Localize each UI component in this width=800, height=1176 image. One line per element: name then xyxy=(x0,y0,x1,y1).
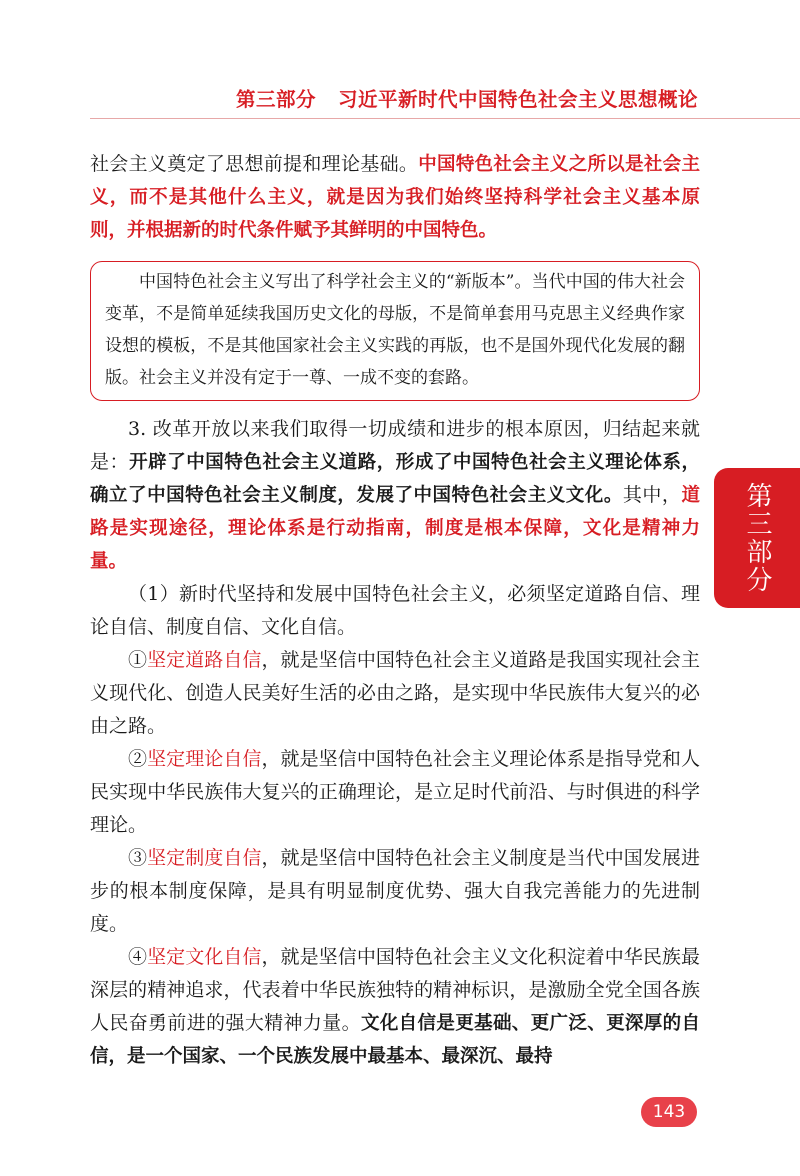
running-header xyxy=(90,84,698,112)
item-number: ④ xyxy=(128,946,148,968)
section-3-bold: 开辟了中国特色社会主义道路，形成了中国特色社会主义理论体系，确立了中国特色社会主义制度，发展了中国特色社会主义文化。 xyxy=(90,452,700,506)
item-text: ，就是坚信中国特色社会主义制度是当代中国发展进步的根本制度保障，是具有明显制度优势、强大自我完善能力的先进制度。 xyxy=(90,847,700,935)
header-rule xyxy=(90,118,800,119)
section-3-intro: 3. 改革开放以来我们取得一切成绩和进步的根本原因，归结起来就是： xyxy=(90,418,700,473)
item-label: 坚定理论自信 xyxy=(147,748,262,770)
item-label: 坚定文化自信 xyxy=(147,946,262,968)
intro-plain: 社会主义奠定了思想前提和理论基础。 xyxy=(90,153,419,175)
item-system-confidence xyxy=(90,842,700,941)
item-road-confidence xyxy=(90,644,700,743)
item-text: ，就是坚信中国特色社会主义道路是我国实现社会主义现代化、创造人民美好生活的必由之路，是实现中华民族伟大复兴的必由之路。 xyxy=(90,649,700,737)
point-1-paragraph: （1）新时代坚持和发展中国特色社会主义，必须坚定道路自信、理论自信、制度自信、文化自信。 xyxy=(90,583,700,638)
intro-paragraph xyxy=(90,148,700,247)
note-text: 中国特色社会主义写出了科学社会主义的“新版本”。当代中国的伟大社会变革，不是简单延续我国历史文化的母版，不是简单套用马克思主义经典作家设想的模板，不是其他国家社会主义实践的再版，也不是国外现代化发展的翻版。社会主义并没有定于一尊、一成不变的套路。 xyxy=(105,272,685,388)
section-3-paragraph xyxy=(90,413,700,578)
side-tab-label: 第三部分 xyxy=(742,482,772,594)
header-title: 习近平新时代中国特色社会主义思想概论 xyxy=(337,88,698,111)
item-theory-confidence xyxy=(90,743,700,842)
item-number: ③ xyxy=(128,847,148,869)
page-number-badge: 143 xyxy=(641,1097,697,1127)
item-label: 坚定制度自信 xyxy=(147,847,262,869)
section-3-highlight: 道路是实现途径，理论体系是行动指南，制度是根本保障，文化是精神力量。 xyxy=(90,485,700,572)
item-bold-text: 文化自信是更基础、更广泛、更深厚的自信，是一个国家、一个民族发展中最基本、最深沉、最持 xyxy=(90,1013,700,1067)
note-box xyxy=(90,261,700,401)
item-text: ，就是坚信中国特色社会主义文化积淀着中华民族最深层的精神追求，代表着中华民族独特的精神标识，是激励全党全国各族人民奋勇前进的强大精神力量。 xyxy=(90,946,700,1034)
item-text: ，就是坚信中国特色社会主义理论体系是指导党和人民实现中华民族伟大复兴的正确理论，是立足时代前沿、与时俱进的科学理论。 xyxy=(90,748,700,836)
section-side-tab xyxy=(714,468,800,608)
header-part: 第三部分 xyxy=(235,88,316,111)
item-number: ② xyxy=(128,748,148,770)
section-3-plain: 其中， xyxy=(622,484,682,506)
item-label: 坚定道路自信 xyxy=(147,649,262,671)
page-body xyxy=(90,148,700,1073)
item-culture-confidence xyxy=(90,941,700,1073)
item-number: ① xyxy=(128,649,148,671)
intro-highlight: 中国特色社会主义之所以是社会主义，而不是其他什么主义，就是因为我们始终坚持科学社会主义基本原则，并根据新的时代条件赋予其鲜明的中国特色。 xyxy=(90,154,700,241)
